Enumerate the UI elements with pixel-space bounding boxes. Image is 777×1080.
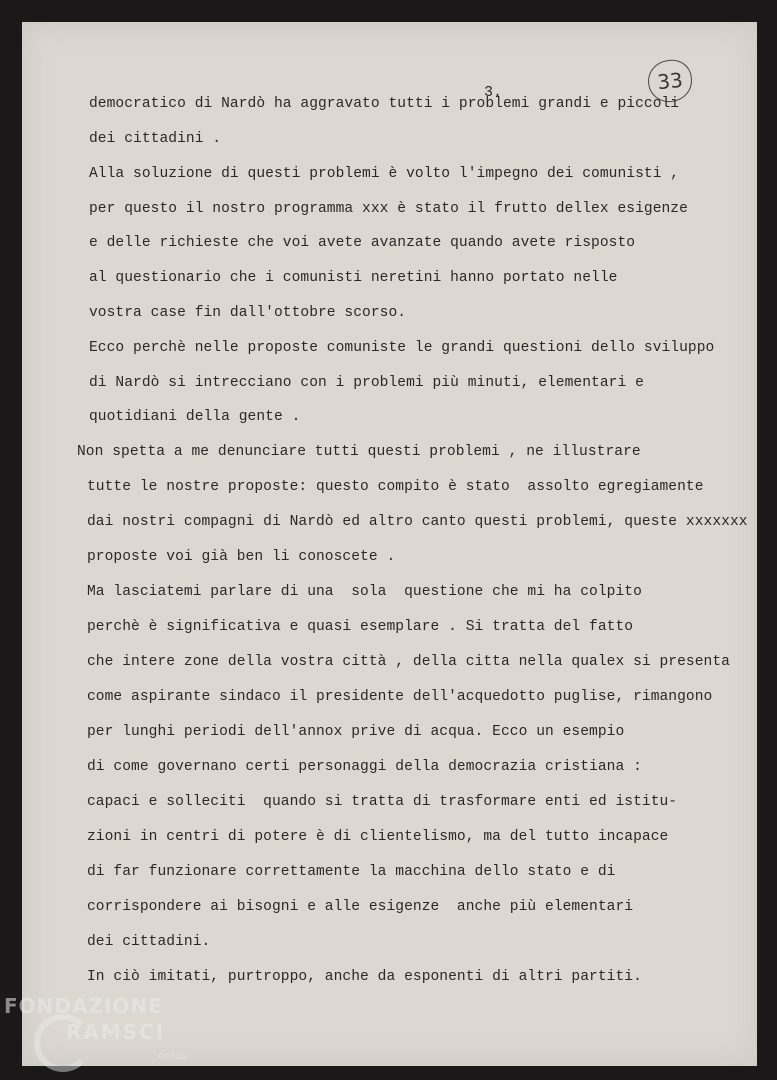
text-line: che intere zone della vostra città , della citta nella qualex si presenta (87, 654, 730, 670)
watermark-onlus: onlus (158, 1049, 188, 1062)
text-line: e delle richieste che voi avete avanzate quando avete risposto (89, 235, 636, 251)
text-line: come aspirante sindaco il presidente dell'acquedotto puglise, rimangono (87, 689, 713, 705)
text-line: perchè è significativa e quasi esemplare . Si tratta del fatto (87, 619, 634, 635)
archive-number-circled: 33 (646, 58, 694, 104)
text-line: per lunghi periodi dell'annox prive di acqua. Ecco un esempio (87, 724, 625, 740)
text-line: per questo il nostro programma xxx è stato il frutto dellex esigenze (89, 201, 688, 217)
text-line: Ma lasciatemi parlare di una sola questione che mi ha colpito (87, 584, 642, 600)
text-line: al questionario che i comunisti neretini hanno portato nelle (89, 270, 618, 286)
text-line: zioni in centri di potere è di clientelismo, ma del tutto incapace (87, 829, 669, 845)
text-line: proposte voi già ben li conoscete . (87, 549, 396, 565)
text-line: tutte le nostre proposte: questo compito è stato assolto egregiamente (87, 479, 704, 495)
text-line: di far funzionare correttamente la macchina dello stato e di (87, 864, 616, 880)
text-line: Ecco perchè nelle proposte comuniste le grandi questioni dello sviluppo (89, 340, 715, 356)
text-line: dei cittadini. (87, 934, 211, 950)
watermark-title: FONDAZIONE (4, 994, 163, 1018)
text-line: dei cittadini . (89, 131, 222, 147)
text-line: corrispondere ai bisogni e alle esigenze anche più elementari (87, 899, 634, 915)
text-line: capaci e solleciti quando si tratta di trasformare enti ed istitu- (87, 794, 678, 810)
text-line: di come governano certi personaggi della democrazia cristiana : (87, 759, 642, 775)
text-line: dai nostri compagni di Nardò ed altro canto questi problemi, queste xxxxxxx (87, 514, 748, 530)
page-number: 3. (484, 84, 503, 101)
text-line: Alla soluzione di questi problemi è volto l'impegno dei comunisti , (89, 166, 680, 182)
text-line: Non spetta a me denunciare tutti questi problemi , ne illustrare (77, 444, 641, 460)
text-line: vostra case fin dall'ottobre scorso. (89, 305, 407, 321)
text-line: democratico di Nardò ha aggravato tutti i problemi grandi e piccoli (89, 96, 680, 112)
watermark-subtitle: RAMSCI (66, 1020, 166, 1044)
text-line: di Nardò si intrecciano con i problemi più minuti, elementari e (89, 375, 644, 391)
document-page (22, 22, 757, 1066)
fondazione-gramsci-watermark (4, 994, 194, 1074)
text-line: quotidiani della gente . (89, 409, 301, 425)
text-line: In ciò imitati, purtroppo, anche da esponenti di altri partiti. (87, 969, 642, 985)
